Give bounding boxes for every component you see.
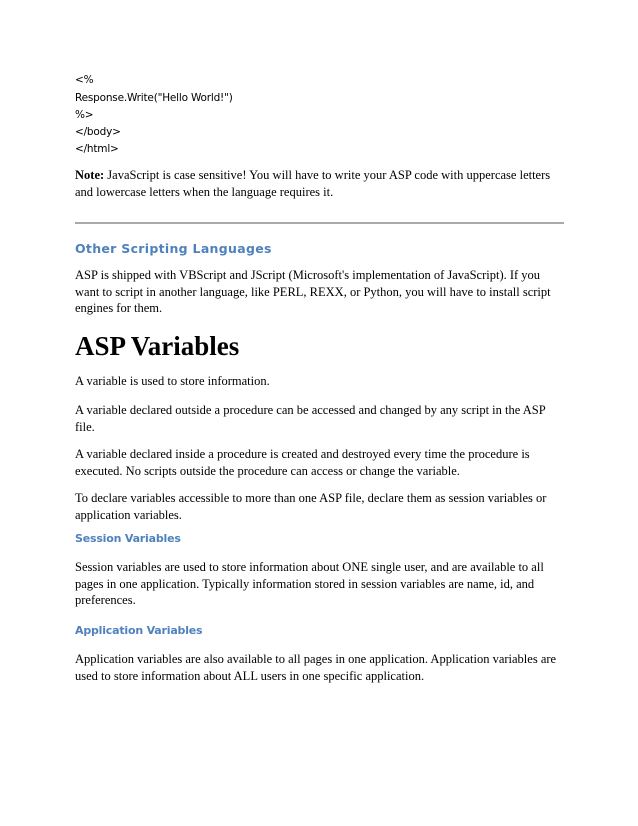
heading-other-scripting-languages: Other Scripting Languages: [75, 241, 272, 256]
note-label: Note:: [75, 168, 105, 182]
code-line-close-tag: %>: [75, 109, 94, 121]
case-sensitivity-note: [75, 167, 565, 200]
code-line-html-close: </html>: [75, 143, 119, 155]
paragraph-variable-inside-procedure: A variable declared inside a procedure is created and destroyed every time the procedure is executed. No scripts outside the procedure can access or change the variable.: [75, 447, 530, 478]
horizontal-divider: [75, 222, 564, 224]
paragraph-variable-definition: A variable is used to store information.: [75, 374, 270, 388]
paragraph-other-languages: ASP is shipped with VBScript and JScript (Microsoft's implementation of JavaScript). If you want to script in another language, like PERL, REXX, or Python, you will have to install script engines for them.: [75, 268, 551, 315]
note-text: JavaScript is case sensitive! You will have to write your ASP code with uppercase letters and lowercase letters when the language requires it.: [75, 168, 551, 199]
heading-application-variables: Application Variables: [75, 624, 203, 637]
heading-session-variables: Session Variables: [75, 532, 181, 545]
code-line-body-close: </body>: [75, 126, 121, 138]
heading-asp-variables: ASP Variables: [75, 331, 240, 361]
code-line-response-write: Response.Write("Hello World!"): [75, 92, 233, 104]
code-line-open-tag: <%: [75, 74, 94, 86]
paragraph-variable-outside-procedure: A variable declared outside a procedure can be accessed and changed by any script in the ASP file.: [75, 403, 546, 434]
paragraph-session-variables: Session variables are used to store information about ONE single user, and are available to all pages in one application. Typically information stored in session variables are name, id, and preferences.: [75, 560, 544, 607]
paragraph-declare-session-application: To declare variables accessible to more than one ASP file, declare them as session variables or application variables.: [75, 491, 547, 522]
paragraph-application-variables: Application variables are also available to all pages in one application. Application variables are used to store information about ALL users in one specific application.: [75, 652, 557, 683]
